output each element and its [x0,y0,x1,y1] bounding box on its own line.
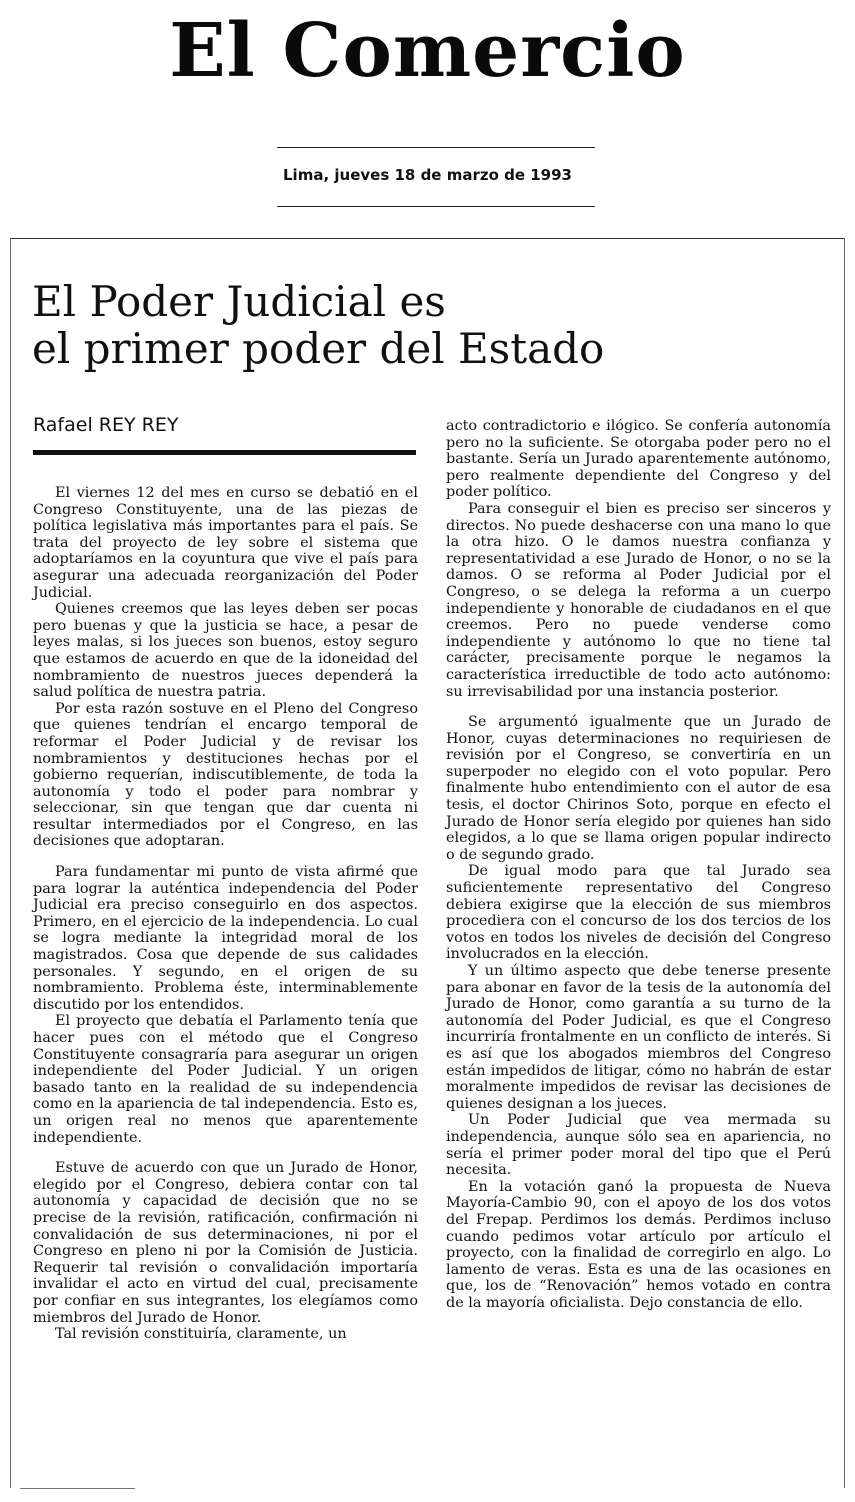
footer-rule [20,1488,135,1489]
paragraph: Estuve de acuerdo con que un Jurado de Honor, elegido por el Congreso, debiera contar con tal autonomía y capacidad de decisión que no se precise de la revisión, ratificación, confirmación ni convalidación de sus determinaciones, ni por el Congreso en pleno ni por la Comisión de Justicia. Requerir tal revisión o convalidación importaría invalidar el acto en virtud del cual, precisamente por confiar en sus integrantes, los elegíamos como miembros del Jurado de Honor. [33,1160,418,1326]
paragraph: Se argumentó igualmente que un Jurado de Honor, cuyas determinaciones no requiriesen de revisión por el Congreso, se convertiría en un superpoder no elegido con el voto popular. Pero finalmente hubo entendimiento con el autor de esa tesis, el doctor Chirinos Soto, porque en efecto el Jurado de Honor sería elegido por quienes han sido elegidos, a lo que se llama origen popular indirecto o de segundo grado. [446,714,831,863]
paragraph: Para conseguir el bien es preciso ser sinceros y directos. No puede deshacerse con una mano lo que la otra hizo. O le damos nuestra confianza y representatividad a ese Jurado de Honor, o no se la damos. O se reforma al Poder Judicial por el Congreso, o se delega la reforma a un cuerpo independiente y honorable de ciudadanos en el que creemos. Pero no puede venderse como independiente y autónomo lo que no tiene tal carácter, precisamente porque le negamos la característica irreductible de todo acto autónomo: su irrevisabilidad por una instancia posterior. [446,500,831,700]
article-headline [32,278,832,372]
paragraph: Y un último aspecto que debe tenerse presente para abonar en favor de la tesis de la autonomía del Jurado de Honor, como garantía a su turno de la autonomía del Poder Judicial, es que el Congreso incurriría frontalmente en un conflicto de interés. Si es así que los abogados miembros del Congreso están impedidos de litigar, cómo no habrán de estar moralmente impedidos de revisar las decisiones de quienes designan a los jueces. [446,963,831,1112]
paragraph: acto contradictorio e ilógico. Se confería autonomía pero no la suficiente. Se otorgaba poder pero no el bastante. Sería un Jurado aparentemente autónomo, pero realmente dependiente del Congreso y del poder político. [446,418,831,501]
paragraph: Tal revisión constituiría, claramente, un [55,1326,347,1343]
paragraph: Un Poder Judicial que vea mermada su independencia, aunque sólo sea en apariencia, no sería el primer poder moral del tipo que el Perú necesita. [446,1112,831,1179]
paragraph: Quienes creemos que las leyes deben ser pocas pero buenas y que la justicia se hace, a pesar de leyes malas, si los jueces son buenos, estoy seguro que estamos de acuerdo en que de la idoneidad del nombramiento de nuestros jueces dependerá la salud política de nuestra patria. [33,601,418,701]
masthead-title: El Comercio [169,8,686,94]
paragraph: El proyecto que debatía el Parlamento tenía que hacer pues con el método que el Congreso Constituyente consagraría para asegurar un origen independiente del Poder Judicial. Y un origen basado tanto en la realidad de su independencia como en la apariencia de tal independencia. Esto es, un origen real no menos que aparentemente independiente. [33,1013,418,1146]
paragraph: Para fundamentar mi punto de vista afirmé que para lograr la auténtica independencia del Poder Judicial era preciso conseguirlo en dos aspectos. Primero, en el ejercicio de la independencia. Lo cual se logra mediante la integridad moral de los magistrados. Cosa que depende de sus calidades personales. Y segundo, en el origen de su nombramiento. Problema éste, interminablemente discutido por los entendidos. [33,864,418,1013]
headline-line-2: el primer poder del Estado [32,324,605,373]
paragraph: De igual modo para que tal Jurado sea suficientemente representativo del Congreso debiera exigirse que la elección de sus miembros procediera con el concurso de los dos tercios de los votos en todos los niveles de decisión del Congreso involucrados en la elección. [446,863,831,963]
paragraph: Por esta razón sostuve en el Pleno del Congreso que quienes tendrían el encargo temporal de reformar el Poder Judicial y de revisar los nombramientos y destituciones hechas por el gobierno requerían, indiscutiblemente, de toda la autonomía y todo el poder para nombrar y seleccionar, sin que tengan que dar cuenta ni resultar intermediados por el Congreso, en las decisiones que adoptaran. [33,700,418,850]
masthead-rule-bottom [277,206,595,207]
byline-rule [33,450,416,455]
article-byline: Rafael REY REY [33,414,179,436]
article-column-right [446,418,831,1311]
paragraph: En la votación ganó la propuesta de Nueva Mayoría-Cambio 90, con el apoyo de los dos votos del Frepap. Perdimos los demás. Perdimos incluso cuando pedimos votar artículo por artículo el proyecto, con la finalidad de corregirlo en algo. Lo lamento de veras. Esta es una de las ocasiones en que, los de “Renovación” hemos votado en contra de la mayoría oficialista. Dejo constancia de ello. [446,1178,831,1311]
article-frame-top [10,238,845,239]
article-column-left [33,485,418,1343]
dateline: Lima, jueves 18 de marzo de 1993 [283,166,572,184]
paragraph: El viernes 12 del mes en curso se debatió en el Congreso Constituyente, una de las piezas de política legislativa más importantes para el país. Se trata del proyecto de ley sobre el sistema que adoptaríamos en la coyuntura que vive el país para asegurar una adecuada reorganización del Poder Judicial. [33,485,418,601]
article-frame-left [10,238,11,1488]
article-frame-right [844,238,845,1488]
headline-line-1: El Poder Judicial es [32,277,446,326]
masthead-rule-top [277,147,595,148]
